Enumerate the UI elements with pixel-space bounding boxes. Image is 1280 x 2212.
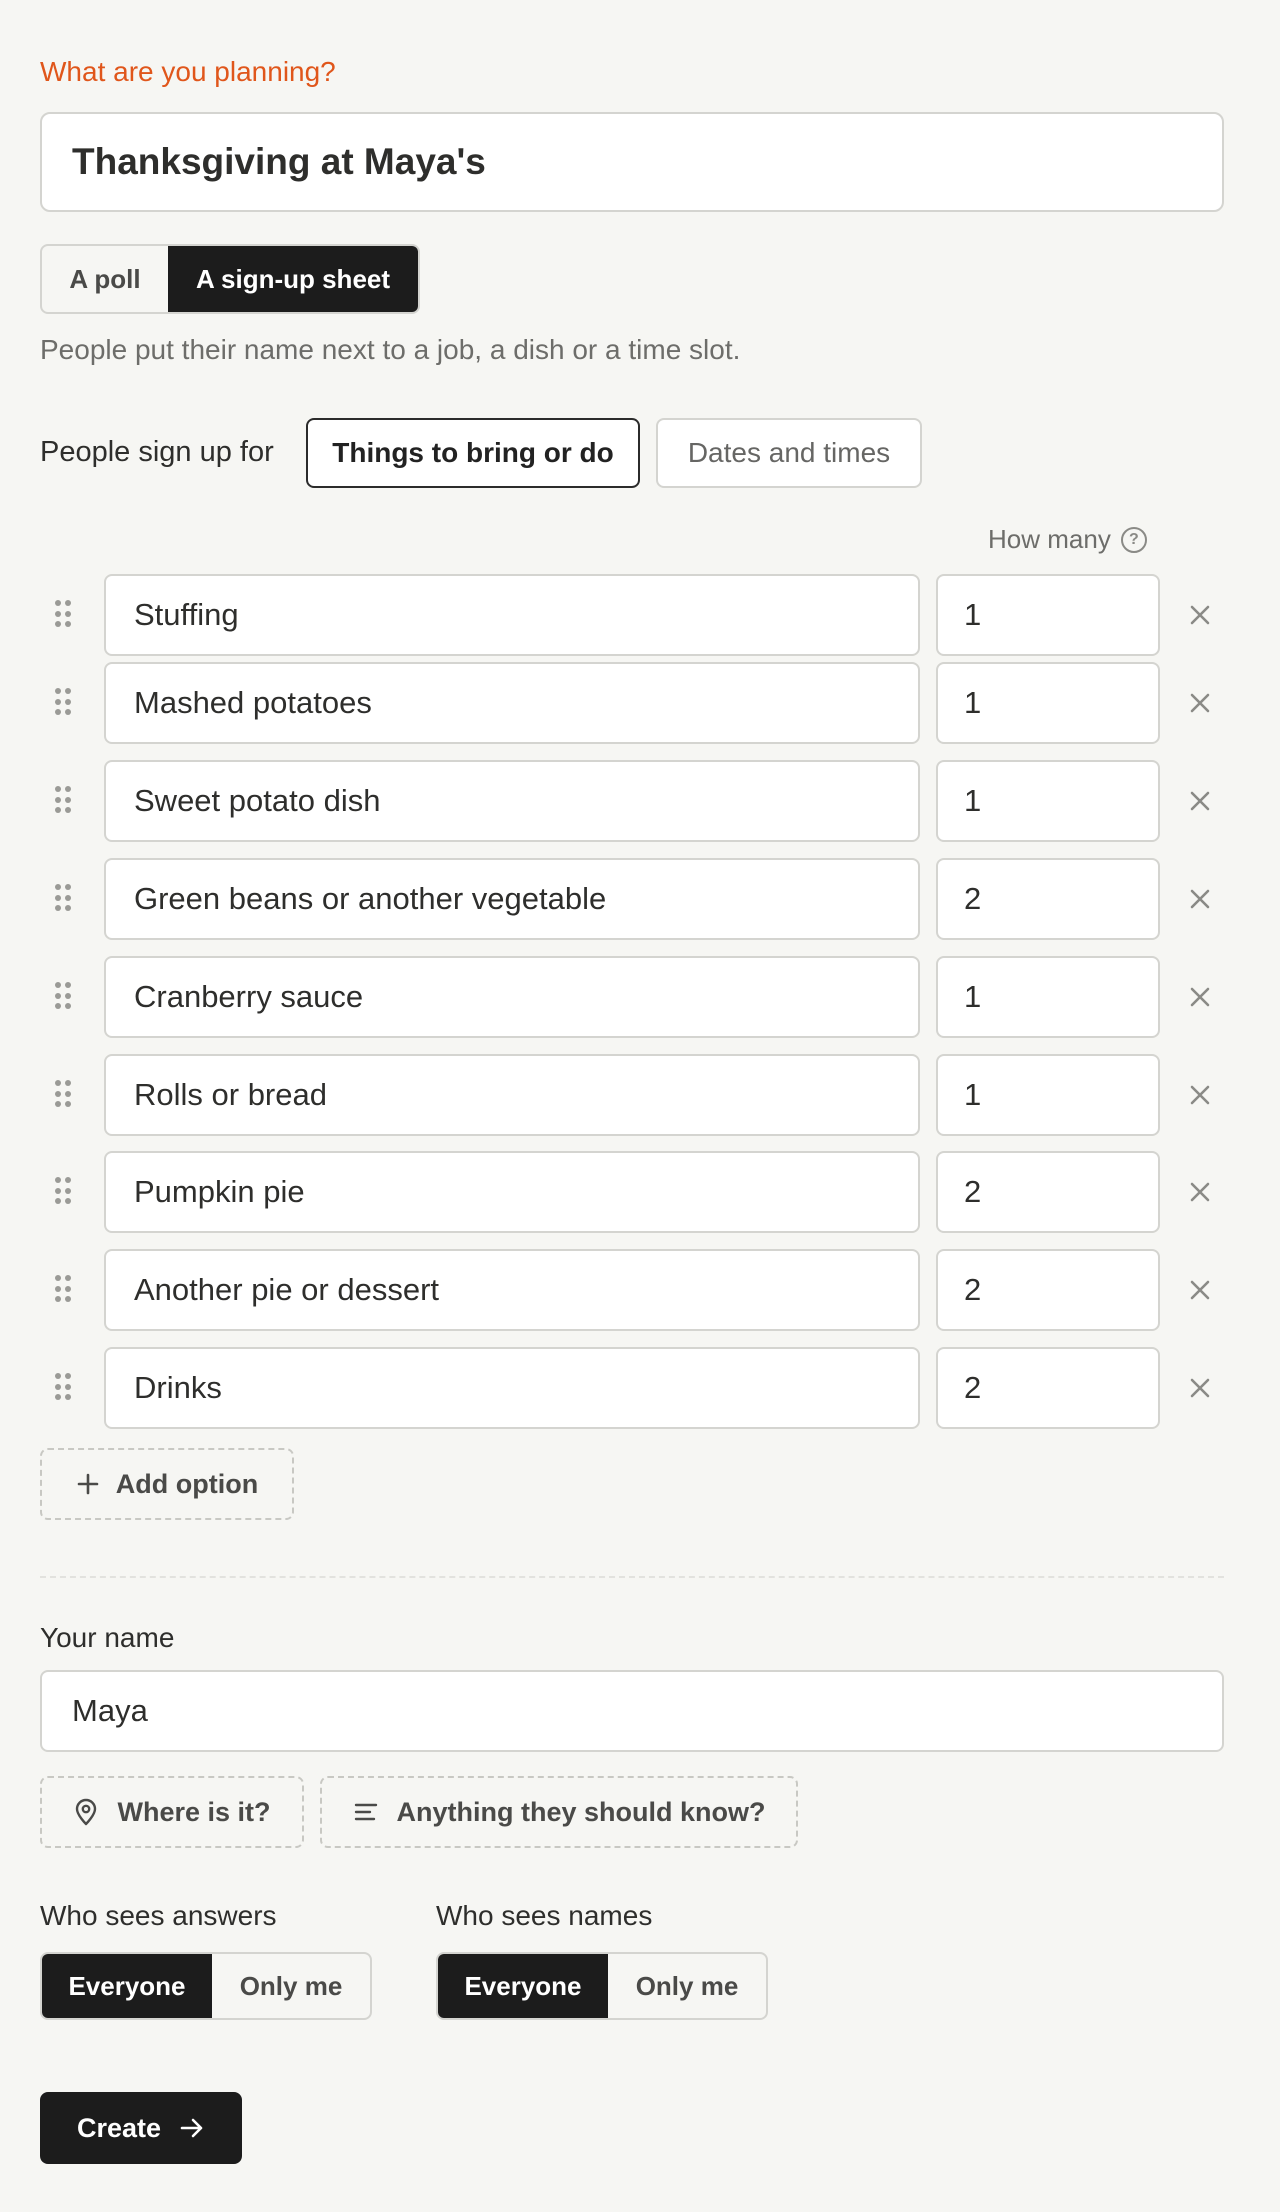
answers-everyone-option[interactable]: Everyone: [42, 1954, 212, 2018]
item-quantity-value: 2: [964, 1272, 982, 1307]
close-icon[interactable]: [1184, 599, 1216, 631]
item-name-value: Pumpkin pie: [134, 1174, 305, 1209]
planning-label: What are you planning?: [40, 56, 336, 87]
item-name-input[interactable]: [104, 760, 920, 842]
item-name-input[interactable]: [104, 956, 920, 1038]
signup-for-label: People sign up for: [40, 436, 274, 468]
names-only-me-option[interactable]: Only me: [635, 1970, 739, 2001]
signup-sheet-option[interactable]: A sign-up sheet: [168, 246, 418, 312]
close-icon[interactable]: [1184, 687, 1216, 719]
drag-handle-icon[interactable]: [55, 786, 71, 814]
close-icon[interactable]: [1184, 883, 1216, 915]
list-item: [0, 1151, 1280, 1233]
item-quantity-input[interactable]: [936, 760, 1160, 842]
item-name-input[interactable]: [104, 858, 920, 940]
your-name-value: Maya: [72, 1693, 148, 1728]
create-button[interactable]: [40, 2092, 242, 2164]
list-item: [0, 858, 1280, 940]
item-quantity-input[interactable]: [936, 1054, 1160, 1136]
close-icon[interactable]: [1184, 1372, 1216, 1404]
item-quantity-value: 2: [964, 1174, 982, 1209]
item-name-value: Drinks: [134, 1370, 222, 1405]
who-sees-answers-toggle: [40, 1952, 372, 2020]
drag-handle-icon[interactable]: [55, 982, 71, 1010]
your-name-label: Your name: [40, 1622, 175, 1653]
item-name-input[interactable]: [104, 662, 920, 744]
item-quantity-value: 2: [964, 1370, 982, 1405]
item-name-value: Mashed potatoes: [134, 685, 372, 720]
item-name-value: Stuffing: [134, 597, 239, 632]
event-title-value: Thanksgiving at Maya's: [72, 141, 486, 182]
list-item: [0, 574, 1280, 656]
item-quantity-value: 1: [964, 1077, 982, 1112]
how-many-label: How many: [988, 524, 1111, 554]
answers-only-me-option[interactable]: Only me: [239, 1970, 343, 2001]
close-icon[interactable]: [1184, 1274, 1216, 1306]
item-quantity-value: 1: [964, 979, 982, 1014]
item-quantity-value: 1: [964, 783, 982, 818]
things-to-bring-option[interactable]: Things to bring or do: [306, 418, 640, 488]
item-quantity-input[interactable]: [936, 1347, 1160, 1429]
drag-handle-icon[interactable]: [55, 1275, 71, 1303]
plus-icon: [76, 1472, 100, 1496]
text-lines-icon: [353, 1800, 379, 1824]
section-divider: [40, 1576, 1224, 1578]
drag-handle-icon[interactable]: [55, 1080, 71, 1108]
event-title-input[interactable]: [40, 112, 1224, 212]
drag-handle-icon[interactable]: [55, 884, 71, 912]
list-item: [0, 1347, 1280, 1429]
add-option-label: Add option: [115, 1468, 259, 1499]
item-quantity-input[interactable]: [936, 956, 1160, 1038]
where-is-it-button[interactable]: [40, 1776, 304, 1848]
item-name-input[interactable]: [104, 1054, 920, 1136]
item-quantity-value: 1: [964, 685, 982, 720]
item-quantity-input[interactable]: [936, 662, 1160, 744]
item-name-value: Green beans or another vegetable: [134, 881, 607, 916]
item-quantity-input[interactable]: [936, 574, 1160, 656]
item-name-input[interactable]: [104, 1151, 920, 1233]
list-item: [0, 956, 1280, 1038]
where-is-it-label: Where is it?: [117, 1796, 271, 1827]
item-name-value: Rolls or bread: [134, 1077, 327, 1112]
list-item: [0, 760, 1280, 842]
drag-handle-icon[interactable]: [55, 688, 71, 716]
dates-and-times-option[interactable]: Dates and times: [656, 418, 922, 488]
poll-option[interactable]: A poll: [69, 263, 141, 294]
drag-handle-icon[interactable]: [55, 600, 71, 628]
create-label: Create: [76, 2112, 162, 2143]
location-pin-icon: [73, 1798, 99, 1826]
item-name-value: Another pie or dessert: [134, 1272, 440, 1307]
item-name-input[interactable]: [104, 574, 920, 656]
list-item: [0, 1249, 1280, 1331]
item-quantity-value: 1: [964, 597, 982, 632]
who-sees-answers-label: Who sees answers: [40, 1900, 277, 1931]
item-name-value: Sweet potato dish: [134, 783, 381, 818]
item-name-input[interactable]: [104, 1347, 920, 1429]
drag-handle-icon[interactable]: [55, 1373, 71, 1401]
add-option-button[interactable]: [40, 1448, 294, 1520]
close-icon[interactable]: [1184, 1176, 1216, 1208]
how-many-header: [988, 524, 1147, 555]
close-icon[interactable]: [1184, 981, 1216, 1013]
item-quantity-input[interactable]: [936, 858, 1160, 940]
drag-handle-icon[interactable]: [55, 1177, 71, 1205]
anything-they-should-know-button[interactable]: [320, 1776, 798, 1848]
arrow-right-icon: [179, 2116, 205, 2140]
names-everyone-option[interactable]: Everyone: [438, 1954, 608, 2018]
item-name-value: Cranberry sauce: [134, 979, 364, 1014]
your-name-input[interactable]: [40, 1670, 1224, 1752]
close-icon[interactable]: [1184, 1079, 1216, 1111]
close-icon[interactable]: [1184, 785, 1216, 817]
who-sees-names-label: Who sees names: [436, 1900, 653, 1931]
item-quantity-input[interactable]: [936, 1249, 1160, 1331]
event-type-toggle: [40, 244, 420, 314]
question-circle-icon[interactable]: ?: [1121, 527, 1147, 553]
who-sees-names-toggle: [436, 1952, 768, 2020]
item-name-input[interactable]: [104, 1249, 920, 1331]
event-type-help-text: People put their name next to a job, a dish or a time slot.: [40, 334, 741, 365]
anything-they-should-know-label: Anything they should know?: [396, 1796, 766, 1827]
list-item: [0, 662, 1280, 744]
item-quantity-value: 2: [964, 881, 982, 916]
item-quantity-input[interactable]: [936, 1151, 1160, 1233]
list-item: [0, 1054, 1280, 1136]
